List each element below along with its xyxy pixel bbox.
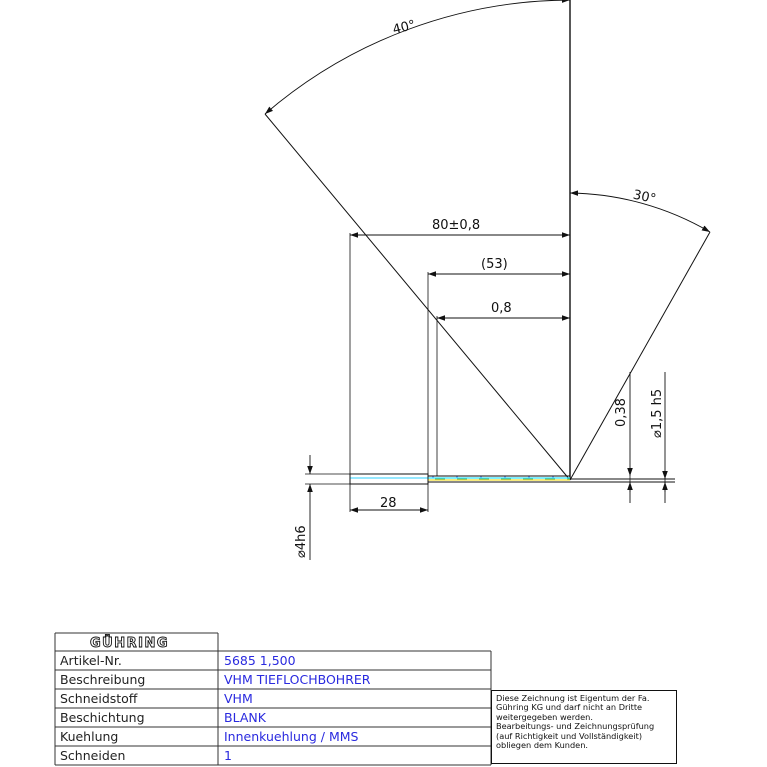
ownership-notice	[491, 690, 677, 764]
coolant-channel	[350, 477, 570, 480]
shank-diameter-label: ⌀4h6	[294, 525, 309, 558]
row-value-beschreibung: VHM TIEFLOCHBOHRER	[224, 672, 371, 687]
angle-40-label: 40°	[391, 17, 418, 38]
shank-length-label: 28	[380, 496, 397, 511]
row-label-beschichtung: Beschichtung	[60, 710, 145, 725]
notice-line-2: Bearbeitungs- und Zeichnungsprüfung (auf Richtigkeit und Vollständigkeit) obliegen dem Kunden.	[496, 721, 655, 751]
extension-lines	[305, 233, 665, 512]
angle-40-arc	[265, 0, 570, 114]
row-value-schneidstoff: VHM	[224, 691, 253, 706]
row-label-schneiden: Schneiden	[60, 748, 126, 763]
row-value-kuehlung: Innenkuehlung / MMS	[224, 729, 359, 744]
row-value-beschichtung: BLANK	[224, 710, 266, 725]
drill-outline	[265, 0, 710, 484]
total-length-label: 80±0,8	[432, 218, 481, 233]
tip-offset-label: 0,38	[614, 398, 629, 427]
row-label-beschreibung: Beschreibung	[60, 672, 146, 687]
row-label-artikel: Artikel-Nr.	[60, 653, 122, 668]
row-value-schneiden: 1	[224, 748, 232, 763]
angle-30-label: 30°	[631, 187, 658, 208]
row-label-kuehlung: Kuehlung	[60, 729, 119, 744]
guehring-logo: GÜHRING	[90, 636, 170, 651]
notice-line-1: Diese Zeichnung ist Eigentum der Fa. Gühring KG und darf nicht an Dritte weitergegeben werden.	[496, 693, 650, 722]
row-label-schneidstoff: Schneidstoff	[60, 691, 138, 706]
tip-length-label: 0,8	[491, 301, 512, 316]
tip-diameter-label: ⌀1,5 h5	[650, 388, 665, 438]
row-value-artikel: 5685 1,500	[224, 653, 296, 668]
flute-length-label: (53)	[481, 257, 508, 272]
